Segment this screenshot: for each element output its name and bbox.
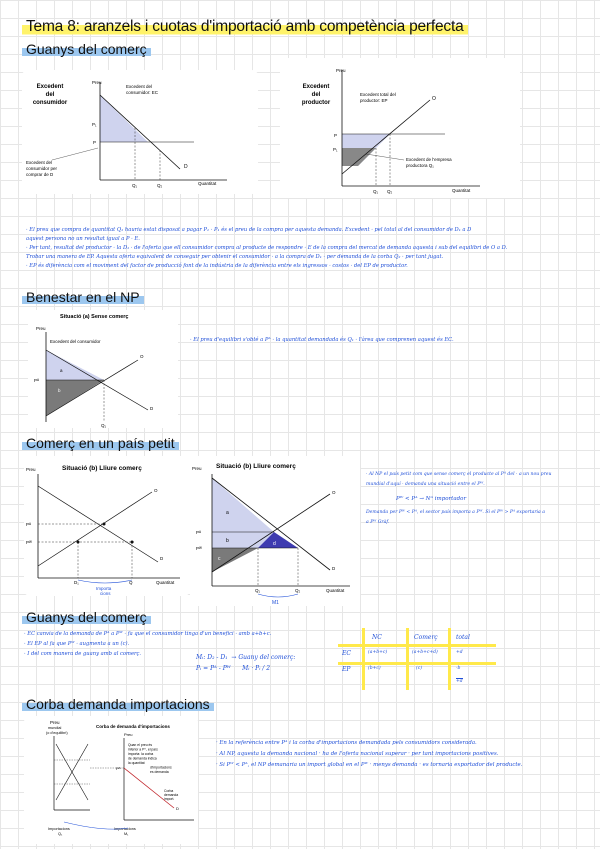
note-line: · Al NP el país petit com que sense comerç el producte al Pᴬ del · a un nou preu [366, 472, 552, 477]
formula-line-2: Pᵢ = Pᴬ - Pᵂ Mᵢ · Pᵢ / 2 [196, 665, 271, 672]
fig5-pw: Pᴬ [196, 530, 202, 535]
fig1-xlab: Quantitat [198, 181, 217, 186]
table-cell: +d [456, 679, 463, 684]
fig5-ylab: Preu [192, 466, 202, 471]
figure-free-trade-a [24, 456, 190, 596]
fig2-xlab: Quantitat [452, 188, 471, 193]
fig6-sm-1: Corba [164, 789, 174, 793]
fig2-q1: Q₁ [373, 189, 379, 194]
figure-import-demand [24, 716, 198, 844]
fig3-b: b [58, 388, 61, 393]
note-line: · En la referència entre Pᴬ i la corba d'importacions demandada pels consumidors considerada. [216, 740, 477, 746]
table-cell: (a+b+c) [368, 650, 388, 655]
fig2-q2: Q₂ [387, 189, 393, 194]
fig2-ylab: Preu [336, 68, 346, 73]
fig5-d: D [332, 566, 336, 571]
fig4-imp-2: cions [100, 591, 111, 596]
fig5-q1: Q₁ [255, 588, 261, 593]
figure-free-trade-b [190, 456, 360, 606]
fig4-q1: D₁ [74, 580, 79, 585]
table-cell: (b+c) [368, 666, 381, 671]
fig1-p: P [93, 140, 97, 145]
producer-surplus-chart [280, 58, 520, 198]
table-cell: +d [456, 650, 463, 655]
note-line: · I del com manera de guany amb al comerç. [24, 651, 142, 657]
fig4-q2: Q [129, 580, 133, 585]
fig6-title: Corba de demanda d'importacions [96, 724, 170, 729]
fig6-note-4: de demanda indica [128, 756, 157, 761]
fig2-p1: P₁ [333, 147, 338, 152]
fig6-ylab: Preu [124, 732, 133, 737]
formula-line-1: Mᵢ: D₂ - D₁ → Guany del comerç: [196, 654, 296, 661]
fig6-imp-1: Importacions [114, 827, 136, 831]
fig1-cs-1: Excedent del [126, 84, 153, 89]
fig5-title: Situació (b) Lliure comerç [216, 463, 296, 470]
fig5-d-area: d [273, 541, 276, 547]
table-head-total: total [456, 634, 470, 641]
notes-pais-petit [366, 470, 551, 528]
fig4-d: D [160, 556, 164, 561]
table-head-comerc: Comerç [414, 634, 438, 641]
fig6-note-6: d'importacions [150, 765, 172, 770]
fig1-q1: Q₁ [132, 183, 138, 188]
note-line: Demanda per Pᵂ < Pᴬ, el sector país importa a Pᵂ. Si el Pᵂ > Pᴬ exportaria a [366, 510, 545, 515]
fig2-title-2: del [311, 92, 321, 98]
note-line: Pᵂ < Pᴬ → Nᴬ importador [396, 496, 467, 502]
note-line: · Si Pᵂ < Pᴬ, el NP demanaria un import global en el Pᵂ · menys demanda · es tornaria exportador del producte. [216, 762, 523, 768]
fig6-note-5: la quantitat [128, 761, 145, 765]
fig2-ps-1: Excedent total del [360, 92, 396, 97]
import-demand-chart [24, 716, 198, 844]
note-line: · EP és diferència com el moviment del factor de producció font de la indústria de la diferència entre els ingressos · costos · del EP de productor. [26, 263, 408, 269]
fig2-ps-firm [342, 148, 376, 166]
fig3-cs: Excedent del consumidor [50, 339, 101, 344]
heading-guanys-comerc-2: Guanys del comerç [22, 609, 151, 625]
fig4-imp-1: Importa [96, 586, 112, 591]
note-line: mundial d'aquí · demanda una situació entre el Pᵂ. [366, 482, 485, 487]
notes-guanys-comerc [26, 226, 507, 271]
fig1-title-3: consumidor [32, 100, 68, 106]
free-trade-chart-a [24, 456, 190, 596]
fig6-q-1: Importacions [48, 827, 70, 831]
fig6-pa: Pᴬ [116, 766, 121, 771]
fig5-c: c [218, 556, 221, 562]
note-line: Trobar una manera de EP. Aquesta oferta equivalent de conseguir per obtenir el consumidor · a la compra de D₁ · per demanda de la corba Q₂ · per tant jugat. [26, 254, 444, 260]
fig6-imp-2: M₁ [124, 832, 129, 836]
fig4-pm: Pᵂ [26, 540, 32, 545]
fig6-sm-3: import. [164, 797, 175, 801]
fig6-note-3: importa: la corba [128, 752, 154, 756]
fig6-note-2: inferior a Pᴬ, el país [128, 747, 158, 752]
fig4-s: O [154, 488, 158, 493]
fig5-pm: Pᵂ [196, 546, 202, 551]
fig1-p1: P₁ [92, 122, 97, 127]
fig6-note-7: es demanda [150, 770, 169, 774]
figure-consumer-surplus [22, 70, 258, 194]
formula-gain [196, 652, 295, 674]
fig1-title-1: Excedent [36, 84, 64, 90]
fig4-title: Situació (b) Lliure comerç [62, 465, 142, 472]
note-line: · Al NP, aquesta la demanda nacional · ha de l'oferta nacional superar · per tant importacions positives. [216, 751, 499, 757]
fig6-q-2: Q₁ [58, 832, 63, 836]
consumer-surplus-chart [22, 70, 258, 194]
table-row-ec: EC [342, 650, 351, 657]
free-trade-chart-b [190, 456, 360, 606]
fig3-title: Situació (a) Sense comerç [60, 314, 129, 320]
notes-corba [216, 738, 522, 771]
note-line: a Pᵂ Gràf. [366, 520, 390, 525]
fig6-d: D [176, 806, 179, 811]
fig3-area-a [46, 350, 104, 380]
fig6-left-ylab-2: mundial [48, 726, 62, 730]
fig1-note-1: Excedent del [26, 160, 53, 165]
fig5-s: O [332, 490, 336, 495]
table-cell: (a+b+c+d) [412, 650, 438, 655]
fig3-q: Q₁ [101, 423, 107, 428]
notes-benestar [190, 336, 454, 345]
fig1-note-3: comprar de D [26, 172, 54, 177]
table-row-ep: EP [342, 666, 351, 673]
note-line: · El preu d'equilibri s'obté a Pᴬ · la quantitat demandada és Q₁ · l'àrea que comprenen aquest és EC. [190, 337, 454, 343]
fig1-ylab: Preu [92, 80, 102, 85]
heading-comerc-pais-petit: Comerç en un país petit [22, 435, 179, 451]
fig1-title-2: del [45, 92, 55, 98]
fig3-p: Pᴬ [34, 378, 40, 383]
fig5-a: a [226, 510, 229, 516]
fig6-note-1: Quan el preu és [128, 743, 153, 747]
table-cell: -b [456, 666, 461, 671]
fig3-d: D [150, 406, 154, 411]
fig5-area-a [212, 478, 274, 532]
table-cell: (c) [416, 666, 423, 671]
note-line: · EC canvia de la demanda de Pᴬ a Pᵂ · fa que el consumidor tinga d'un benefici · amb a+b+c. [24, 631, 272, 637]
fig2-s: O [432, 96, 436, 102]
fig4-xlab: Quantitat [156, 580, 175, 585]
fig1-cs-2: consumidor: EC [126, 90, 159, 95]
fig4-supply [38, 492, 152, 566]
note-line: aquest persona no un resultat igual a P · E. [26, 236, 140, 242]
fig5-q2: Q₂ [295, 588, 301, 593]
fig6-left-ylab-3: (o d'equilibri) [46, 731, 68, 735]
fig6-left-ylab-1: Preu [50, 720, 60, 725]
fig6-sm-2: demanda [164, 793, 179, 797]
figure-no-trade [28, 310, 178, 428]
note-line: · El EP al fa que Pᵂ · augmenta a un (c). [24, 641, 130, 647]
fig3-ylab: Preu [36, 326, 46, 331]
fig4-pw: Pᴬ [26, 522, 32, 527]
fig5-b: b [226, 538, 229, 544]
figure-producer-surplus [280, 58, 520, 198]
note-line: · Per tant, resultat del productor · la D₁ · de l'oferta que ell consumidor compra al producte de respondre · E de la compra del mercat de demanda aquesta i sub del equilibri de O a D. [26, 245, 508, 251]
note-line: · El preu que compra de quantitat Q₁ hauria estat disposat a pagar P₁ · P₁ és el preu de la compra per aquesta demanda. Excedent · pel total al del consumidor de D₁ a D [26, 227, 472, 233]
fig2-title-1: Excedent [302, 84, 330, 90]
fig1-note-2: consumidor per [26, 166, 58, 171]
fig4-ylab: Preu [26, 467, 36, 472]
fig3-a: a [60, 368, 63, 373]
heading-guanys-comerc: Guanys del comerç [22, 41, 151, 57]
fig5-m: M1 [272, 600, 279, 606]
heading-corba-demanda: Corba demanda importacions [22, 696, 214, 712]
fig2-ps-2: productor: EP [360, 98, 388, 103]
heading-benestar-np: Benestar en el NP [22, 289, 144, 305]
fig2-note-1: Excedent de l'empresa [406, 157, 452, 162]
fig2-p: P [334, 133, 338, 138]
surplus-table [338, 628, 496, 690]
fig5-xlab: Quantitat [326, 588, 345, 593]
fig1-q2: Q₂ [157, 183, 163, 188]
fig2-title-3: productor [301, 100, 331, 106]
page-title: Tema 8: aranzels i cuotas d'importació amb competència perfecta [22, 18, 468, 36]
fig2-note-2: productora Q₁ [406, 163, 434, 168]
no-trade-chart [28, 310, 178, 428]
fig1-d: D [184, 164, 188, 170]
table-head-nc: NC [372, 634, 382, 641]
fig3-s: O [140, 354, 144, 359]
